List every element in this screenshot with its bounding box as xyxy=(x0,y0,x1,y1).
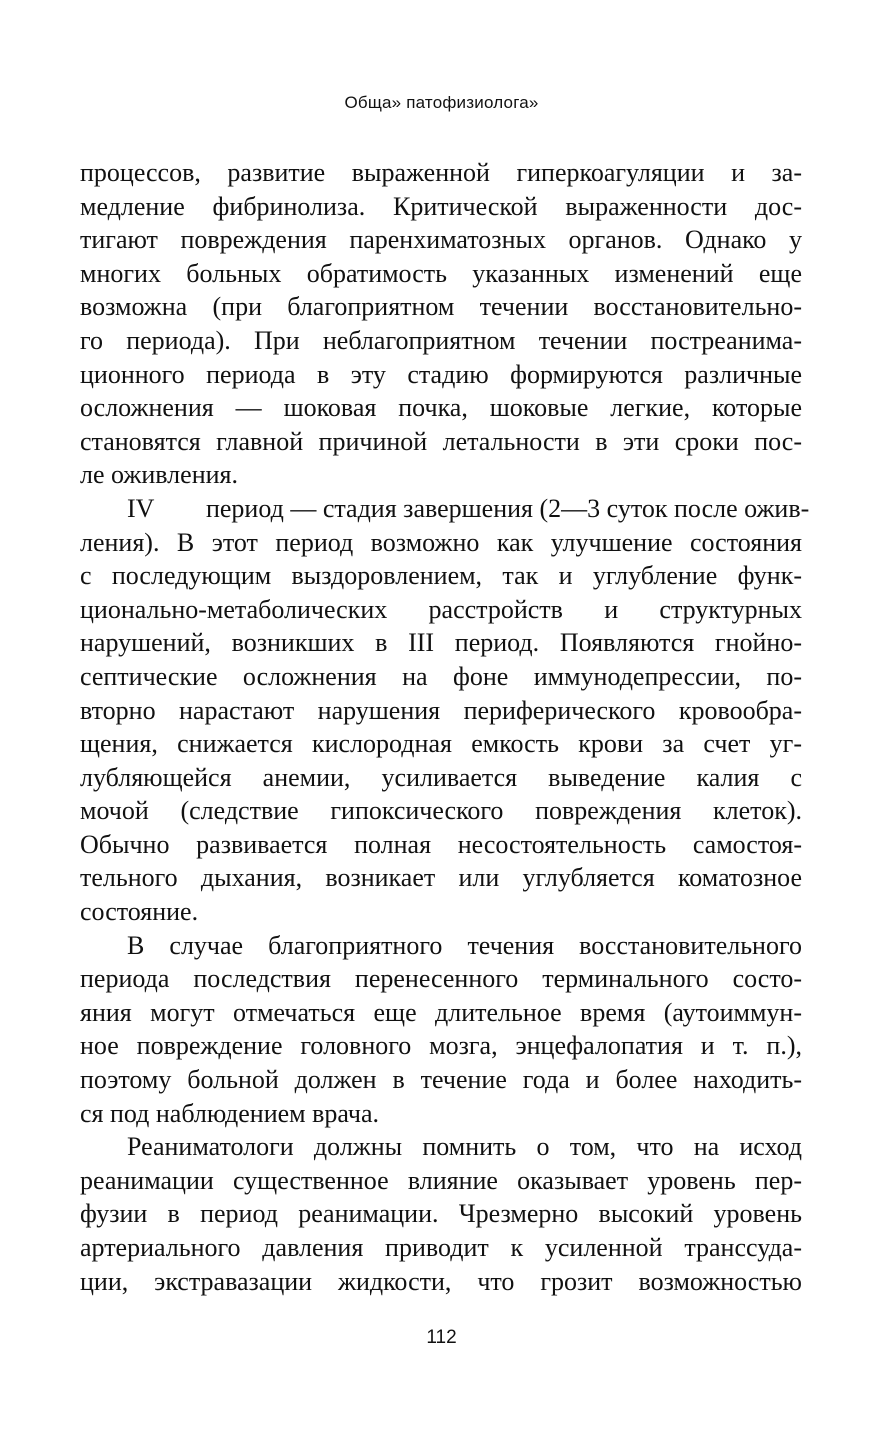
text-line: реанимации существенное влияние оказывает уровень пер- xyxy=(80,1165,802,1195)
text-line: периода последствия перенесенного терминального состо- xyxy=(80,964,802,994)
text-line: мочой (следствие гипоксического повреждения клеток). xyxy=(80,796,802,826)
text-line: ционного периода в эту стадию формируются различные xyxy=(80,359,802,389)
text-line: Обычно развивается полная несостоятельность самостоя- xyxy=(80,829,802,859)
text-line: артериального давления приводит к усиленной транссуда- xyxy=(80,1233,802,1262)
text-line: нарушений, возникших в III период. Появляются гнойно- xyxy=(80,628,802,658)
text-line: лубляющейся анемии, усиливается выведение калия с xyxy=(80,762,802,792)
text-line: септические осложнения на фоне иммунодепрессии, по- xyxy=(80,661,802,691)
text-line: поэтому больной должен в течение года и более находить- xyxy=(80,1065,802,1095)
text-line: фузии в период реанимации. Чрезмерно высокий уровень xyxy=(80,1199,802,1229)
text-line: IV период — стадия завершения (2—3 суток после ожив- xyxy=(127,493,810,523)
text-line: щения, снижается кислородная емкость крови за счет уг- xyxy=(80,729,802,759)
text-line: В случае благоприятного течения восстановительного xyxy=(127,930,802,960)
text-line: многих больных обратимость указанных изменений еще xyxy=(80,258,802,288)
text-line: ционально-метаболических расстройств и структурных xyxy=(80,594,802,624)
text-line: тигают повреждения паренхиматозных органов. Однако у xyxy=(80,225,802,255)
page-number: 112 xyxy=(426,1327,457,1348)
text-line: Реаниматологи должны помнить о том, что на исход xyxy=(127,1132,802,1162)
text-line: ления). В этот период возможно как улучшение состояния xyxy=(80,527,802,557)
text-line: с последующим выздоровлением, так и углубление функ- xyxy=(80,561,802,591)
text-line: осложнения — шоковая почка, шоковые легкие, которые xyxy=(80,393,802,423)
text-line: яния могут отмечаться еще длительное время (аутоиммун- xyxy=(80,997,802,1027)
text-line: ции, экстравазации жидкости, что грозит возможностью xyxy=(80,1266,802,1296)
text-line: процессов, развитие выраженной гиперкоагуляции и за- xyxy=(80,158,802,187)
text-line: становятся главной причиной летальности в эти сроки пос- xyxy=(80,426,802,456)
text-line: го периода). При неблагоприятном течении постреанима- xyxy=(80,325,802,355)
text-line: вторно нарастают нарушения периферического кровообра- xyxy=(80,695,802,725)
text-line: возможна (при благоприятном течении восстановительно- xyxy=(80,292,802,322)
body-text xyxy=(80,156,810,1298)
text-line: состояние. xyxy=(80,897,199,927)
text-line: ле оживления. xyxy=(80,460,238,490)
text-line: медление фибринолиза. Критической выраженности дос- xyxy=(80,191,802,221)
text-line: ное повреждение головного мозга, энцефалопатия и т. п.), xyxy=(80,1031,802,1061)
text-line: ся под наблюдением врача. xyxy=(80,1098,379,1128)
text-line: тельного дыхания, возникает или углубляется коматозное xyxy=(80,863,802,893)
running-head: Обща» патофизиолога» xyxy=(344,93,539,112)
